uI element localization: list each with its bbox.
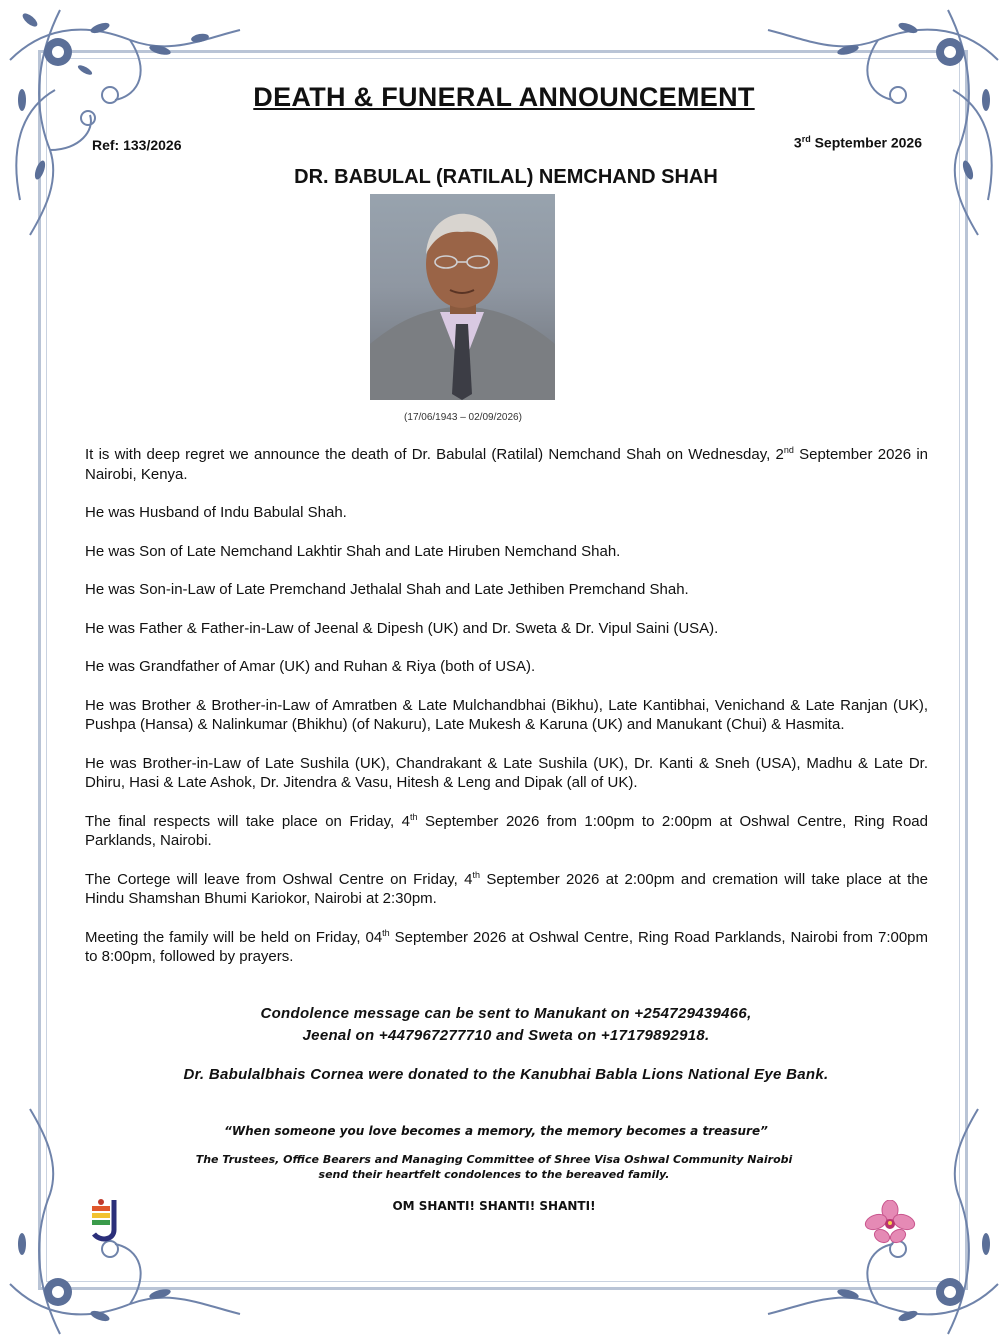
life-dates: (17/06/1943 – 02/09/2026) bbox=[404, 412, 522, 423]
condolence-line: Jeenal on +447967277710 and Sweta on +17179892918. bbox=[302, 1027, 710, 1044]
cortege-paragraph: The Cortege will leave from Oshwal Centre on Friday, 4th September 2026 at 2:00pm and cremation will take place at the Hindu Shamshan Bhumi Kariokor, Nairobi at 2:30pm. bbox=[85, 869, 929, 907]
condolence-line: Condolence message can be sent to Manukant on +254729439466, bbox=[260, 1005, 752, 1022]
cornea-donation-note: Dr. Babulalbhais Cornea were donated to the Kanubhai Babla Lions National Eye Bank. bbox=[183, 1066, 829, 1083]
announcement-date: 3rd September 2026 bbox=[793, 134, 922, 151]
trustees-line: The Trustees, Office Bearers and Managing Committee of Shree Visa Oshwal Community Nairobi bbox=[195, 1153, 793, 1166]
deceased-name: DR. BABULAL (RATILAL) NEMCHAND SHAH bbox=[294, 166, 718, 188]
final-respects-paragraph: The final respects will take place on Friday, 4th September 2026 from 1:00pm to 2:00pm at Oshwal Centre, Ring Road Parklands, Nairobi. bbox=[85, 811, 928, 849]
husband-paragraph: He was Husband of Indu Babulal Shah. bbox=[85, 504, 347, 521]
reference-number: Ref: 133/2026 bbox=[92, 137, 182, 153]
trustees-condolence bbox=[0, 1152, 988, 1182]
announcement-title: DEATH & FUNERAL ANNOUNCEMENT bbox=[253, 82, 755, 112]
deceased-portrait-photo bbox=[370, 194, 555, 400]
memorial-quote: “When someone you love becomes a memory, the memory becomes a treasure” bbox=[224, 1124, 768, 1138]
orchid-flower-icon bbox=[864, 1200, 916, 1246]
son-in-law-paragraph: He was Son-in-Law of Late Premchand Jethalal Shah and Late Jethiben Premchand Shah. bbox=[85, 581, 689, 598]
son-paragraph: He was Son of Late Nemchand Lakhtir Shah and Late Hiruben Nemchand Shah. bbox=[85, 542, 621, 560]
om-shanti-prayer: OM SHANTI! SHANTI! SHANTI! bbox=[392, 1199, 596, 1213]
trustees-line: send their heartfelt condolences to the bereaved family. bbox=[318, 1168, 670, 1181]
father-paragraph: He was Father & Father-in-Law of Jeenal & Dipesh (UK) and Dr. Sweta & Dr. Vipul Saini (USA). bbox=[85, 619, 719, 637]
grandfather-paragraph: He was Grandfather of Amar (UK) and Ruhan & Riya (both of USA). bbox=[85, 658, 536, 675]
brother-paragraph: He was Brother & Brother-in-Law of Amratben & Late Mulchandbhai (Bikhu), Late Kantibhai, Venichand & Late Ranjan (UK), Pushpa (Hansa) & Nalinkumar (Bhikhu) (of Nakuru), Late Mukesh & Karuna (UK) and Manukant (Chui) & Hasmita. bbox=[85, 696, 928, 733]
meeting-paragraph: Meeting the family will be held on Friday, 04th September 2026 at Oshwal Centre, Ring Road Parklands, Nairobi from 7:00pm to 8:00pm, followed by prayers. bbox=[85, 927, 929, 965]
floral-corner-ornament-icon bbox=[748, 0, 1008, 240]
community-logo-icon bbox=[88, 1196, 128, 1244]
floral-corner-ornament-icon bbox=[0, 0, 260, 240]
floral-corner-ornament-icon bbox=[0, 1104, 260, 1344]
condolence-contacts bbox=[0, 1003, 1008, 1047]
brother-in-law-paragraph: He was Brother-in-Law of Late Sushila (UK), Chandrakant & Late Sushila (UK), Dr. Kanti & Sneh (USA), Madhu & Late Dr. Dhiru, Hasi & Late Ashok, Dr. Jitendra & Vasu, Hitesh & Leng and Dipak (all of UK). bbox=[85, 754, 928, 791]
intro-paragraph: It is with deep regret we announce the death of Dr. Babulal (Ratilal) Nemchand Shah on Wednesday, 2nd September 2026 in Nairobi, Kenya. bbox=[85, 445, 929, 483]
announcement-body bbox=[85, 445, 928, 986]
